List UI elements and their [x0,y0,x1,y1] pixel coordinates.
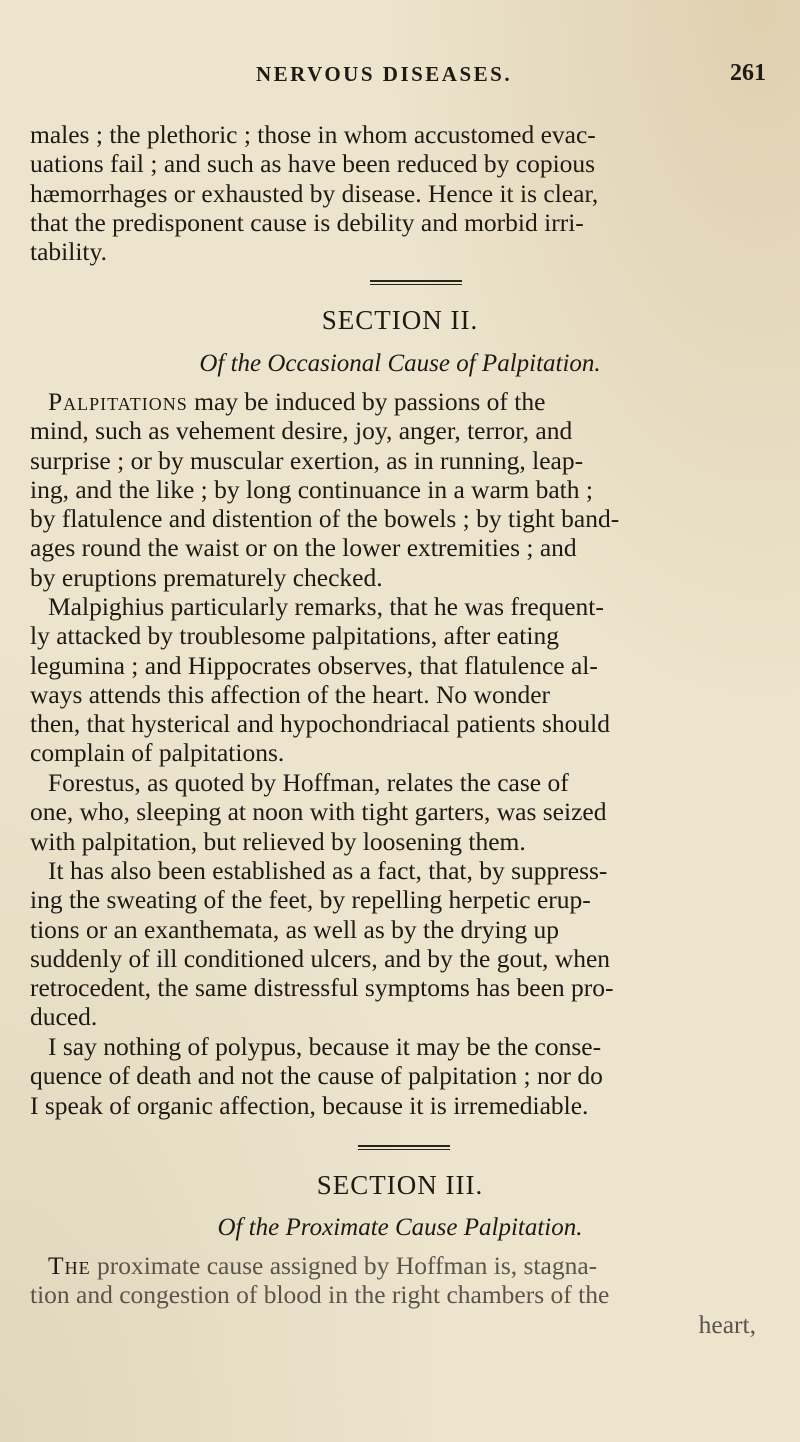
catchword: heart, [698,1309,756,1339]
paragraph-lead: Palpitations [48,387,188,416]
text-line: legumina ; and Hippocrates observes, that flatulence al- [30,650,598,680]
text-line: I speak of organic affection, because it is irremediable. [30,1090,589,1120]
text-line: with palpitation, but relieved by loosening them. [30,826,526,856]
text-line: quence of death and not the cause of palpitation ; nor do [30,1061,603,1091]
text-line: by flatulence and distention of the bowels ; by tight band- [30,504,620,534]
text-line: ly attacked by troublesome palpitations, after eating [30,621,559,651]
running-head-title: NERVOUS DISEASES. [256,62,513,86]
text-line: suddenly of ill conditioned ulcers, and by the gout, when [30,943,611,973]
text-line: retrocedent, the same distressful symptoms has been pro- [30,973,614,1003]
text-line [30,1251,766,1280]
section-2-heading: SECTION II. [321,305,479,335]
text-line: by eruptions prematurely checked. [30,562,383,592]
text-line: uations fail ; and such as have been reduced by copious [30,149,596,179]
running-head [256,62,776,90]
text-line: surprise ; or by muscular exertion, as in running, leap- [30,445,584,475]
text-line: then, that hysterical and hypochondriacal patients should [30,709,610,739]
section-2-paragraph-4 [30,856,766,1032]
section-2-paragraph-3 [30,768,766,856]
text-line: mind, such as vehement desire, joy, anger, terror, and [30,416,573,446]
paragraph-lead: The [48,1251,91,1280]
text-line: tion and congestion of blood in the right chambers of the [30,1280,610,1310]
text-fragment: proximate cause assigned by Hoffman is, stagna- [90,1251,598,1280]
section-divider-rule [358,1145,450,1150]
text-line: tability. [30,237,107,267]
text-line: ing, and the like ; by long continuance in a warm bath ; [30,474,593,504]
intro-paragraph [30,120,766,266]
text-line [30,387,766,416]
section-2-subtitle: Of the Occasional Cause of Palpitation. [199,350,601,377]
text-line: hæmorrhages or exhausted by disease. Hence it is clear, [30,178,599,208]
text-line: one, who, sleeping at noon with tight garters, was seized [30,797,607,827]
page-number: 261 [730,60,766,86]
text-line: complain of palpitations. [30,738,285,768]
text-fragment: may be induced by passions of the [187,387,546,416]
section-3-heading: SECTION III. [316,1170,484,1200]
section-2-paragraph-5 [30,1032,766,1120]
text-line: that the predisponent cause is debility and morbid irri- [30,207,584,237]
section-3-paragraph [30,1251,766,1339]
text-line: It has also been established as a fact, that, by suppress- [48,856,608,885]
text-line: tions or an exanthemata, as well as by the drying up [30,914,559,944]
text-line: Malpighius particularly remarks, that he was frequent- [48,592,604,621]
text-line: ing the sweating of the feet, by repelling herpetic erup- [30,885,591,915]
text-line: I say nothing of polypus, because it may be the conse- [48,1032,602,1061]
section-3-subtitle: Of the Proximate Cause Palpitation. [217,1214,583,1241]
section-2-paragraph-2 [30,592,766,768]
text-line: duced. [30,1002,98,1032]
text-line: Forestus, as quoted by Hoffman, relates the case of [48,768,569,797]
text-line: ways attends this affection of the heart. No wonder [30,679,550,709]
text-line: ages round the waist or on the lower extremities ; and [30,533,577,563]
section-2-paragraph-1 [30,387,766,592]
text-line: males ; the plethoric ; those in whom accustomed evac- [30,120,596,149]
section-divider-rule [370,280,462,285]
